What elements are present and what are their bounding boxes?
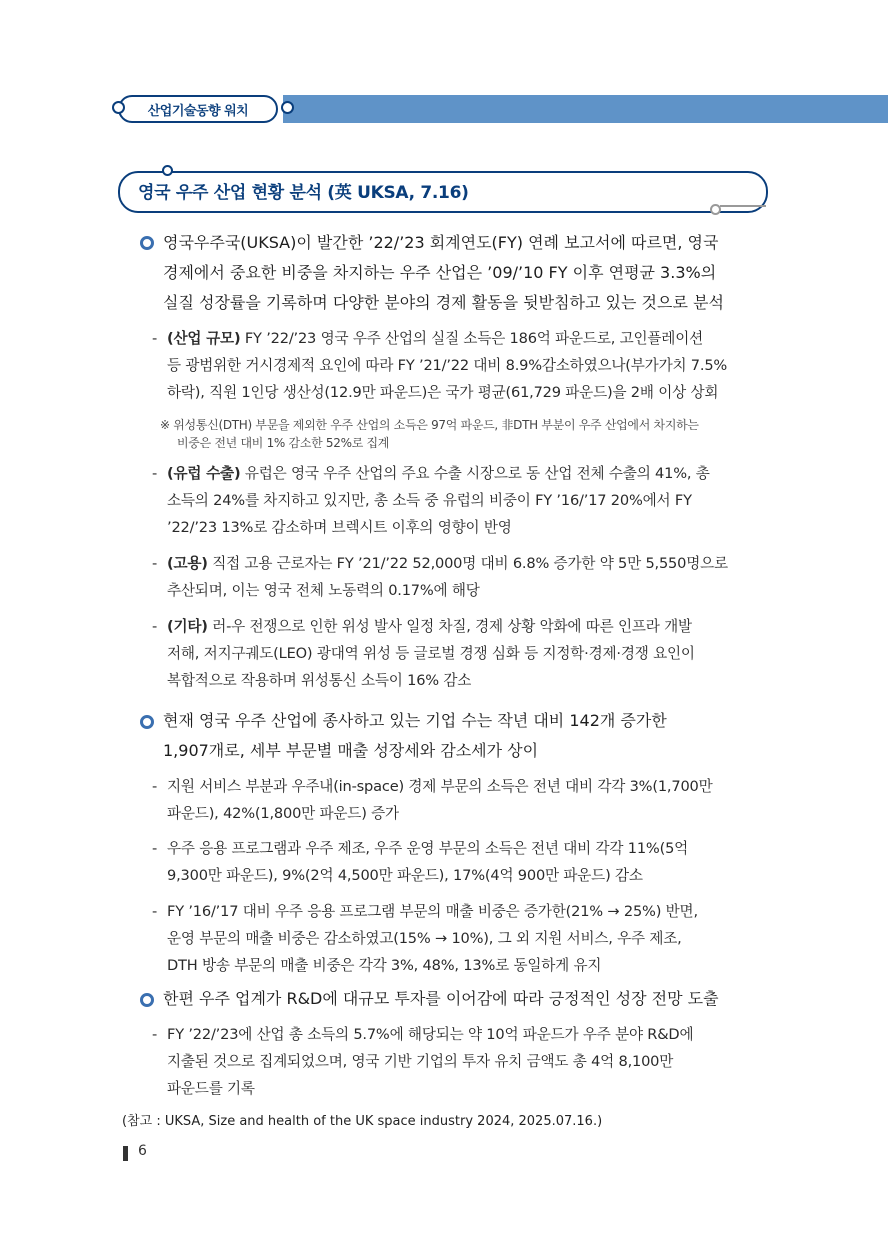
sub-line: (산업 규모) FY ’22/’23 영국 우주 산업의 실질 소득은 186억 파운드로, 고인플레이션 (167, 330, 703, 347)
header-tag (118, 95, 278, 123)
page-marker (123, 1146, 128, 1161)
sub-line: ’22/’23 13%로 감소하며 브렉시트 이후의 영향이 반영 (167, 519, 512, 536)
sub-line: 등 광범위한 거시경제적 요인에 따라 FY ’21/’22 대비 8.9%감소하였으나(부가가치 7.5% (167, 357, 728, 374)
header-left-dot-icon (112, 101, 125, 114)
note-line: 비중은 전년 대비 1% 감소한 52%로 집계 (177, 436, 390, 450)
sub-line: 지원 서비스 부분과 우주내(in-space) 경제 부문의 소득은 전년 대비 각각 3%(1,700만 (167, 778, 713, 795)
header-right-dot-icon (281, 101, 294, 114)
sub-line: 하락), 직원 1인당 생산성(12.9만 파운드)은 국가 평균(61,729 파운드)을 2배 이상 상회 (167, 384, 719, 401)
header-tag-label: 산업기술동향 워치 (147, 104, 249, 119)
sub-line: 파운드를 기록 (167, 1080, 255, 1097)
sub-line: 복합적으로 작용하며 위성통신 소득이 16% 감소 (167, 672, 472, 689)
sub-line: 소득의 24%를 차지하고 있지만, 총 소득 중 유럽의 비중이 FY ’16/’17 20%에서 FY (167, 492, 692, 509)
sub-line: DTH 방송 부문의 매출 비중은 각각 3%, 48%, 13%로 동일하게 유지 (167, 957, 602, 974)
sub-line: 9,300만 파운드), 9%(2억 4,500만 파운드), 17%(4억 900만 파운드) 감소 (167, 867, 643, 884)
bullet-line: 영국우주국(UKSA)이 발간한 ’22/’23 회계연도(FY) 연례 보고서에 따르면, 영국 (163, 233, 719, 252)
section-divider (720, 205, 766, 207)
sub-line: 운영 부문의 매출 비중은 감소하였고(15% → 10%), 그 외 지원 서비스, 우주 제조, (167, 930, 682, 947)
dash-marker: - (152, 618, 158, 635)
bullet-line: 한편 우주 업계가 R&D에 대규모 투자를 이어감에 따라 긍정적인 성장 전망 도출 (163, 989, 719, 1008)
bullet-line: 경제에서 중요한 비중을 차지하는 우주 산업은 ’09/’10 FY 이후 연평균 3.3%의 (163, 263, 717, 282)
sub-line: 우주 응용 프로그램과 우주 제조, 우주 운영 부문의 소득은 전년 대비 각각 11%(5억 (167, 840, 689, 857)
header-bar (283, 95, 888, 123)
sub-line: 파운드), 42%(1,800만 파운드) 증가 (167, 805, 399, 822)
dash-marker: - (152, 778, 158, 795)
sub-label: (산업 규모) (167, 330, 241, 347)
sub-line: (기타) 러-우 전쟁으로 인한 위성 발사 일정 차질, 경제 상황 악화에 따른 인프라 개발 (167, 618, 692, 635)
dash-marker: - (152, 330, 158, 347)
reference-note: (참고 : UKSA, Size and health of the UK space industry 2024, 2025.07.16.) (122, 1114, 603, 1129)
section-bottom-dot-icon (710, 204, 721, 215)
dash-marker: - (152, 903, 158, 920)
section-title: 영국 우주 산업 현황 분석 (英 UKSA, 7.16) (138, 183, 469, 203)
dash-marker: - (152, 555, 158, 572)
bullet-line: 실질 성장률을 기록하며 다양한 분야의 경제 활동을 뒷받침하고 있는 것으로 분석 (163, 293, 724, 312)
sub-line: 추산되며, 이는 영국 전체 노동력의 0.17%에 해당 (167, 582, 480, 599)
sub-line: (고용) 직접 고용 근로자는 FY ’21/’22 52,000명 대비 6.8% 증가한 약 5만 5,550명으로 (167, 555, 728, 572)
bullet-line: 1,907개로, 세부 부문별 매출 성장세와 감소세가 상이 (163, 741, 539, 760)
dash-marker: - (152, 840, 158, 857)
bullet-icon (140, 236, 154, 250)
dash-marker: - (152, 1026, 158, 1043)
note-line: ※ 위성통신(DTH) 부문을 제외한 우주 산업의 소득은 97억 파운드, 非DTH 부분이 우주 산업에서 차지하는 (160, 418, 699, 432)
bullet-icon (140, 993, 154, 1007)
bullet-line: 현재 영국 우주 산업에 종사하고 있는 기업 수는 작년 대비 142개 증가한 (163, 711, 667, 730)
section-top-dot-icon (162, 165, 173, 176)
sub-line: 지출된 것으로 집계되었으며, 영국 기반 기업의 투자 유치 금액도 총 4억 8,100만 (167, 1053, 674, 1070)
dash-marker: - (152, 465, 158, 482)
sub-line: FY ’22/’23에 산업 총 소득의 5.7%에 해당되는 약 10억 파운드가 우주 분야 R&D에 (167, 1026, 694, 1043)
sub-line: FY ’16/’17 대비 우주 응용 프로그램 부문의 매출 비중은 증가한(21% → 25%) 반면, (167, 903, 698, 920)
sub-label: (유럽 수출) (167, 465, 241, 482)
sub-label: (기타) (167, 618, 208, 635)
sub-line: (유럽 수출) 유럽은 영국 우주 산업의 주요 수출 시장으로 동 산업 전체 수출의 41%, 총 (167, 465, 710, 482)
page-number: 6 (138, 1143, 147, 1159)
bullet-icon (140, 715, 154, 729)
sub-label: (고용) (167, 555, 208, 572)
sub-line: 저해, 저지구궤도(LEO) 광대역 위성 등 글로벌 경쟁 심화 등 지정학·경제·경쟁 요인이 (167, 645, 695, 662)
